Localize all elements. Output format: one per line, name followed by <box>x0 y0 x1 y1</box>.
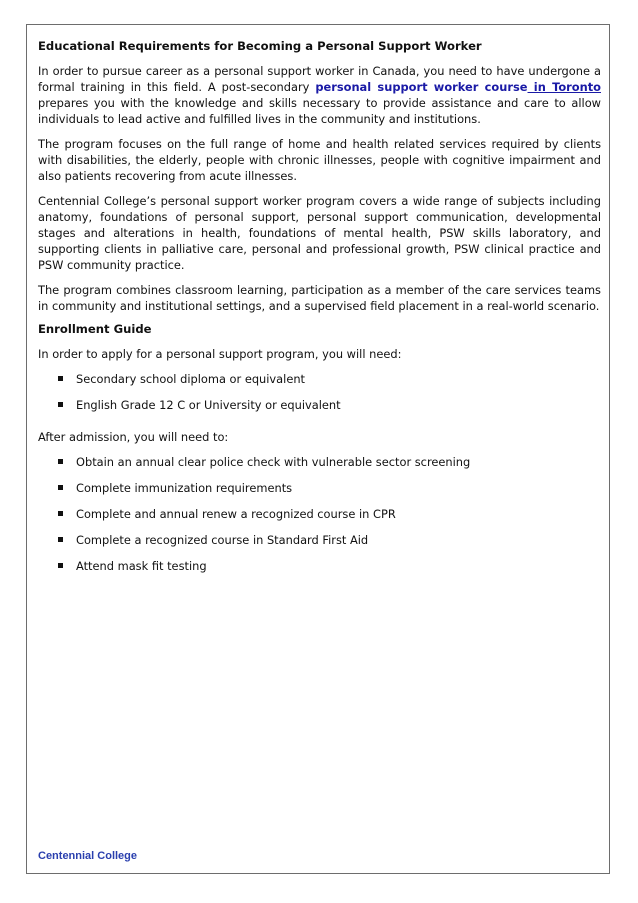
square-bullet-icon <box>58 511 63 516</box>
list-item-text: English Grade 12 C or University or equivalent <box>76 398 341 412</box>
admission-intro: After admission, you will need to: <box>38 430 229 444</box>
list-item <box>38 371 601 397</box>
page-title: Educational Requirements for Becoming a Personal Support Worker <box>38 39 482 53</box>
apply-intro: In order to apply for a personal support program, you will need: <box>38 347 402 361</box>
program-focus-paragraph: The program focuses on the full range of home and health related services required by clients with disabilities, the elderly, people with chronic illnesses, people with cognitive impairment and also patients recovering from acute illnesses. <box>38 137 601 183</box>
list-item-text: Secondary school diploma or equivalent <box>76 372 306 386</box>
square-bullet-icon <box>58 459 63 464</box>
list-item <box>38 397 601 423</box>
square-bullet-icon <box>58 537 63 542</box>
square-bullet-icon <box>58 376 63 381</box>
square-bullet-icon <box>58 402 63 407</box>
intro-text-before: In order to pursue career as a personal support worker in Canada, you need to have undergone a formal training in this field. A post-secondary <box>38 64 601 94</box>
toronto-link[interactable]: in Toronto <box>527 80 601 94</box>
document-body <box>38 38 601 590</box>
intro-text-after: prepares you with the knowledge and skills necessary to provide assistance and care to allow individuals to lead active and fulfilled lives in the community and institutions. <box>38 96 601 126</box>
footer-college-name: Centennial College <box>38 850 138 862</box>
list-item-text: Complete immunization requirements <box>76 481 293 495</box>
intro-paragraph <box>38 63 601 127</box>
enrollment-heading: Enrollment Guide <box>38 322 152 336</box>
list-item-text: Obtain an annual clear police check with vulnerable sector screening <box>76 455 471 469</box>
list-item <box>38 558 601 584</box>
apply-requirements-list <box>38 371 601 423</box>
list-item <box>38 454 601 480</box>
square-bullet-icon <box>58 563 63 568</box>
list-item <box>38 480 601 506</box>
program-format-paragraph: The program combines classroom learning, participation as a member of the care services teams in community and institutional settings, and a supervised field placement in a real-world scenario. <box>38 283 601 313</box>
list-item <box>38 532 601 558</box>
curriculum-paragraph: Centennial College’s personal support worker program covers a wide range of subjects including anatomy, foundations of personal support, personal support communication, developmental stages and alterations in health, foundations of mental health, PSW skills laboratory, and supporting clients in palliative care, personal and professional growth, PSW clinical practice and PSW community practice. <box>38 194 601 272</box>
list-item-text: Complete a recognized course in Standard First Aid <box>76 533 369 547</box>
psw-course-link[interactable]: personal support worker course <box>315 80 528 94</box>
list-item-text: Complete and annual renew a recognized course in CPR <box>76 507 396 521</box>
list-item-text: Attend mask fit testing <box>76 559 207 573</box>
list-item <box>38 506 601 532</box>
admission-requirements-list <box>38 454 601 584</box>
square-bullet-icon <box>58 485 63 490</box>
